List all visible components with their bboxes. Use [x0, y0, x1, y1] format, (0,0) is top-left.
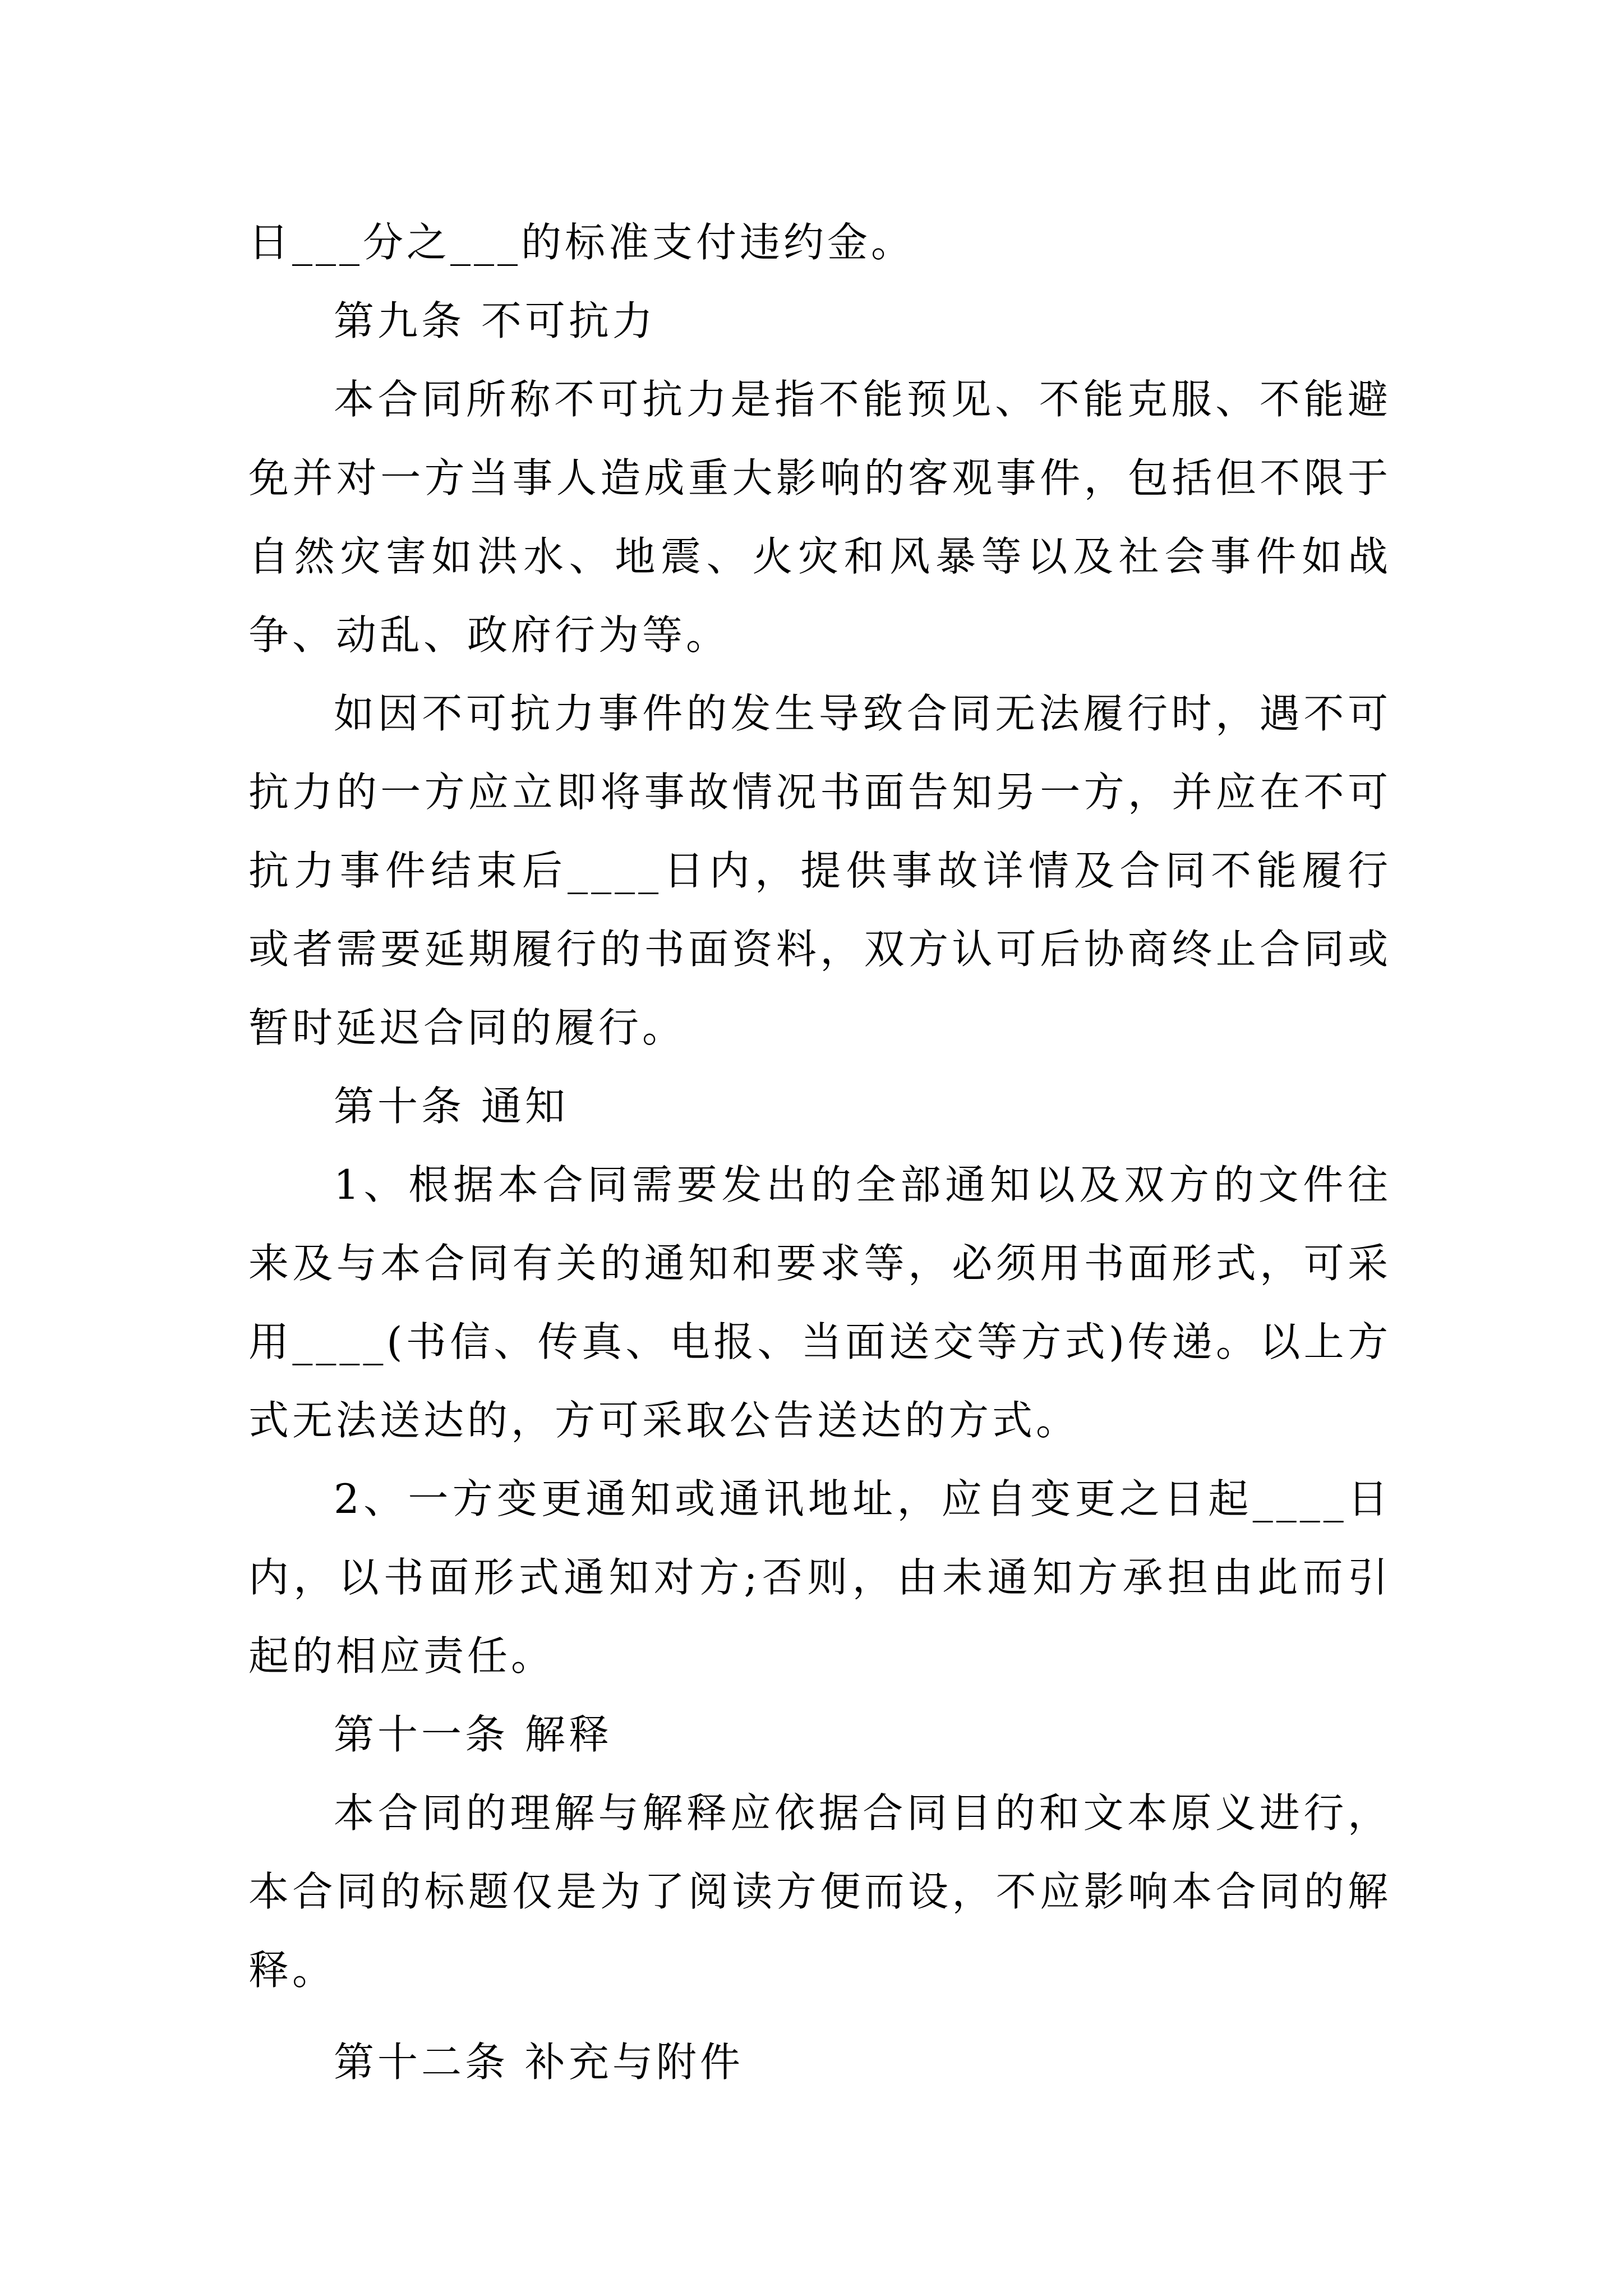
paragraph-penalty-tail: 日___分之___的标准支付违约金。 [248, 219, 915, 266]
paragraph-notice-2: 2、一方变更通知或通讯地址，应自变更之日起____日内，以书面形式通知对方;否则，由未通知方承担由此而引起的相应责任。 [248, 1475, 1391, 1680]
paragraph-interpretation: 本合同的理解与解释应依据合同目的和文本原义进行，本合同的标题仅是为了阅读方便而设，不应影响本合同的解释。 [248, 1789, 1391, 1994]
heading-article-10: 第十条 通知 [334, 1083, 569, 1130]
document-body [248, 203, 1391, 2101]
spacer [248, 2009, 1391, 2023]
heading-article-9: 第九条 不可抗力 [334, 297, 656, 344]
paragraph-force-majeure-definition: 本合同所称不可抗力是指不能预见、不能克服、不能避免并对一方当事人造成重大影响的客观事件，包括但不限于自然灾害如洪水、地震、火灾和风暴等以及社会事件如战争、动乱、政府行为等。 [248, 376, 1391, 659]
paragraph-notice-1: 1、根据本合同需要发出的全部通知以及双方的文件往来及与本合同有关的通知和要求等，必须用书面形式，可采用____(书信、传真、电报、当面送交等方式)传递。以上方式无法送达的，方可采取公告送达的方式。 [248, 1161, 1391, 1444]
heading-article-12: 第十二条 补充与附件 [334, 2039, 744, 2086]
paragraph-force-majeure-procedure: 如因不可抗力事件的发生导致合同无法履行时，遇不可抗力的一方应立即将事故情况书面告知另一方，并应在不可抗力事件结束后____日内，提供事故详情及合同不能履行或者需要延期履行的书面资料，双方认可后协商终止合同或暂时延迟合同的履行。 [248, 690, 1391, 1051]
heading-article-11: 第十一条 解释 [334, 1711, 612, 1758]
